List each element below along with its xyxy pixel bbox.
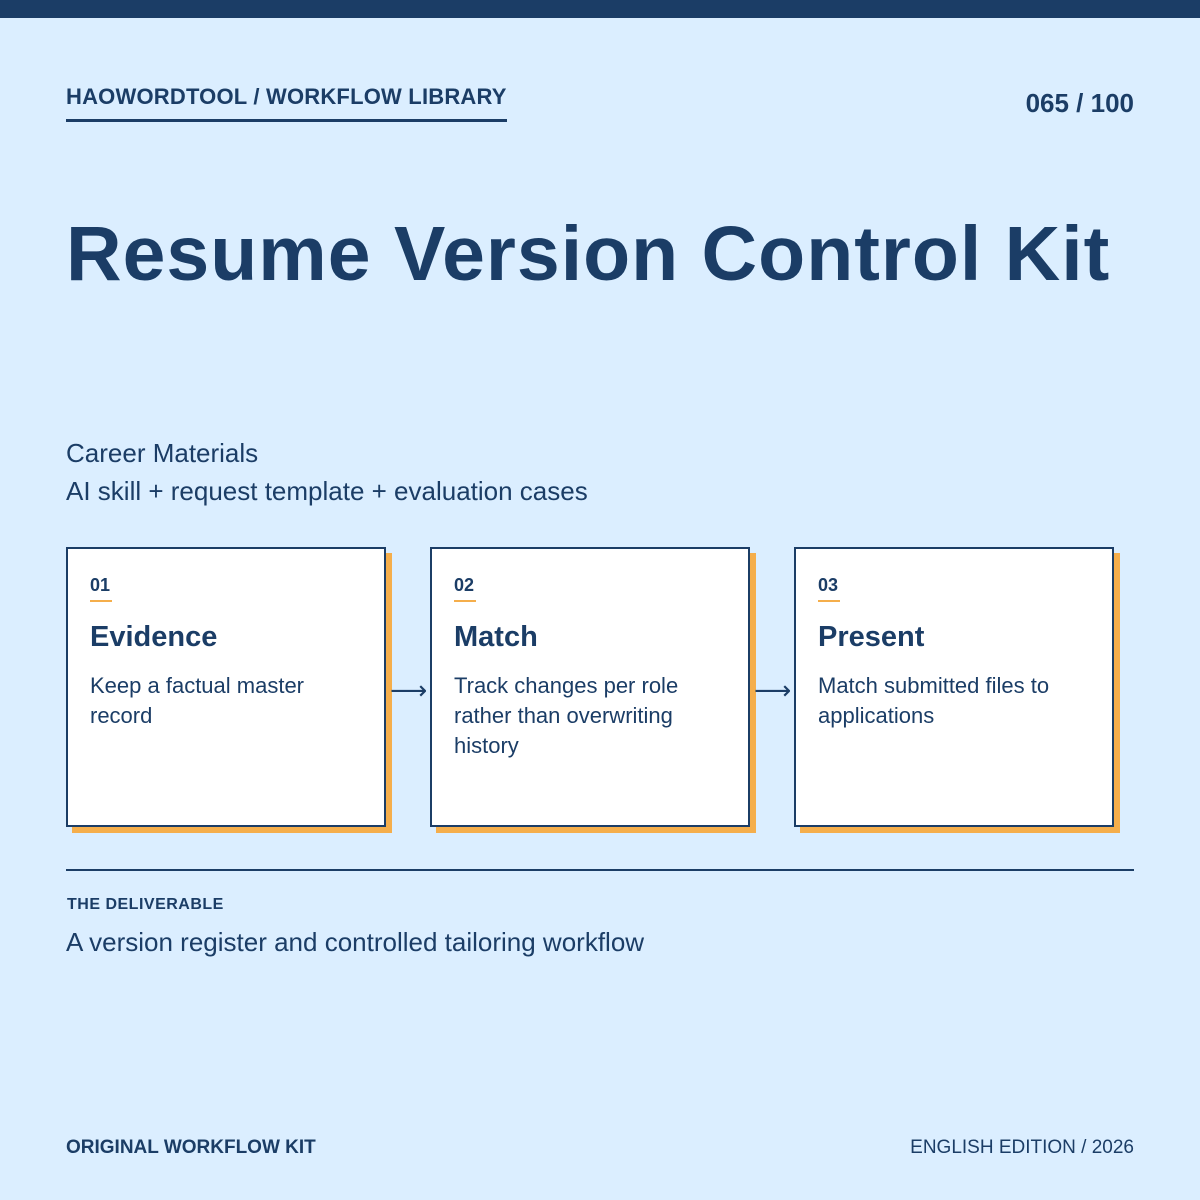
step-number-underline bbox=[90, 600, 112, 602]
kit-counter: 065 / 100 bbox=[1025, 88, 1134, 118]
step-card-evidence bbox=[66, 547, 386, 827]
top-accent-bar bbox=[0, 0, 1200, 18]
step-number: 01 bbox=[90, 575, 111, 595]
step-description: Keep a factual master record bbox=[90, 673, 305, 728]
step-number-underline bbox=[818, 600, 840, 602]
arrow-right-icon: ⟶ bbox=[390, 675, 428, 705]
section-divider bbox=[66, 869, 1134, 871]
step-title: Evidence bbox=[90, 621, 218, 653]
footer-kit-label: ORIGINAL WORKFLOW KIT bbox=[66, 1137, 316, 1158]
deliverable-label: THE DELIVERABLE bbox=[67, 896, 224, 913]
page-title: Resume Version Control Kit bbox=[66, 211, 1111, 297]
step-card-present bbox=[794, 547, 1114, 827]
step-title: Match bbox=[454, 621, 538, 653]
step-description: Match submitted files to applications bbox=[818, 673, 1050, 728]
step-number-underline bbox=[454, 600, 476, 602]
subtitle-block bbox=[66, 434, 588, 510]
step-description: Track changes per role rather than overwriting history bbox=[454, 673, 679, 758]
step-title: Present bbox=[818, 621, 925, 653]
contents-label: AI skill + request template + evaluation cases bbox=[66, 476, 588, 506]
brand-label: HAOWORDTOOL / WORKFLOW LIBRARY bbox=[66, 84, 507, 122]
footer-edition-label: ENGLISH EDITION / 2026 bbox=[910, 1137, 1134, 1158]
deliverable-text: A version register and controlled tailoring workflow bbox=[66, 927, 645, 957]
step-number: 03 bbox=[818, 575, 839, 595]
step-number: 02 bbox=[454, 575, 475, 595]
arrow-right-icon: ⟶ bbox=[754, 675, 792, 705]
step-card-match bbox=[430, 547, 750, 827]
category-label: Career Materials bbox=[66, 438, 259, 468]
